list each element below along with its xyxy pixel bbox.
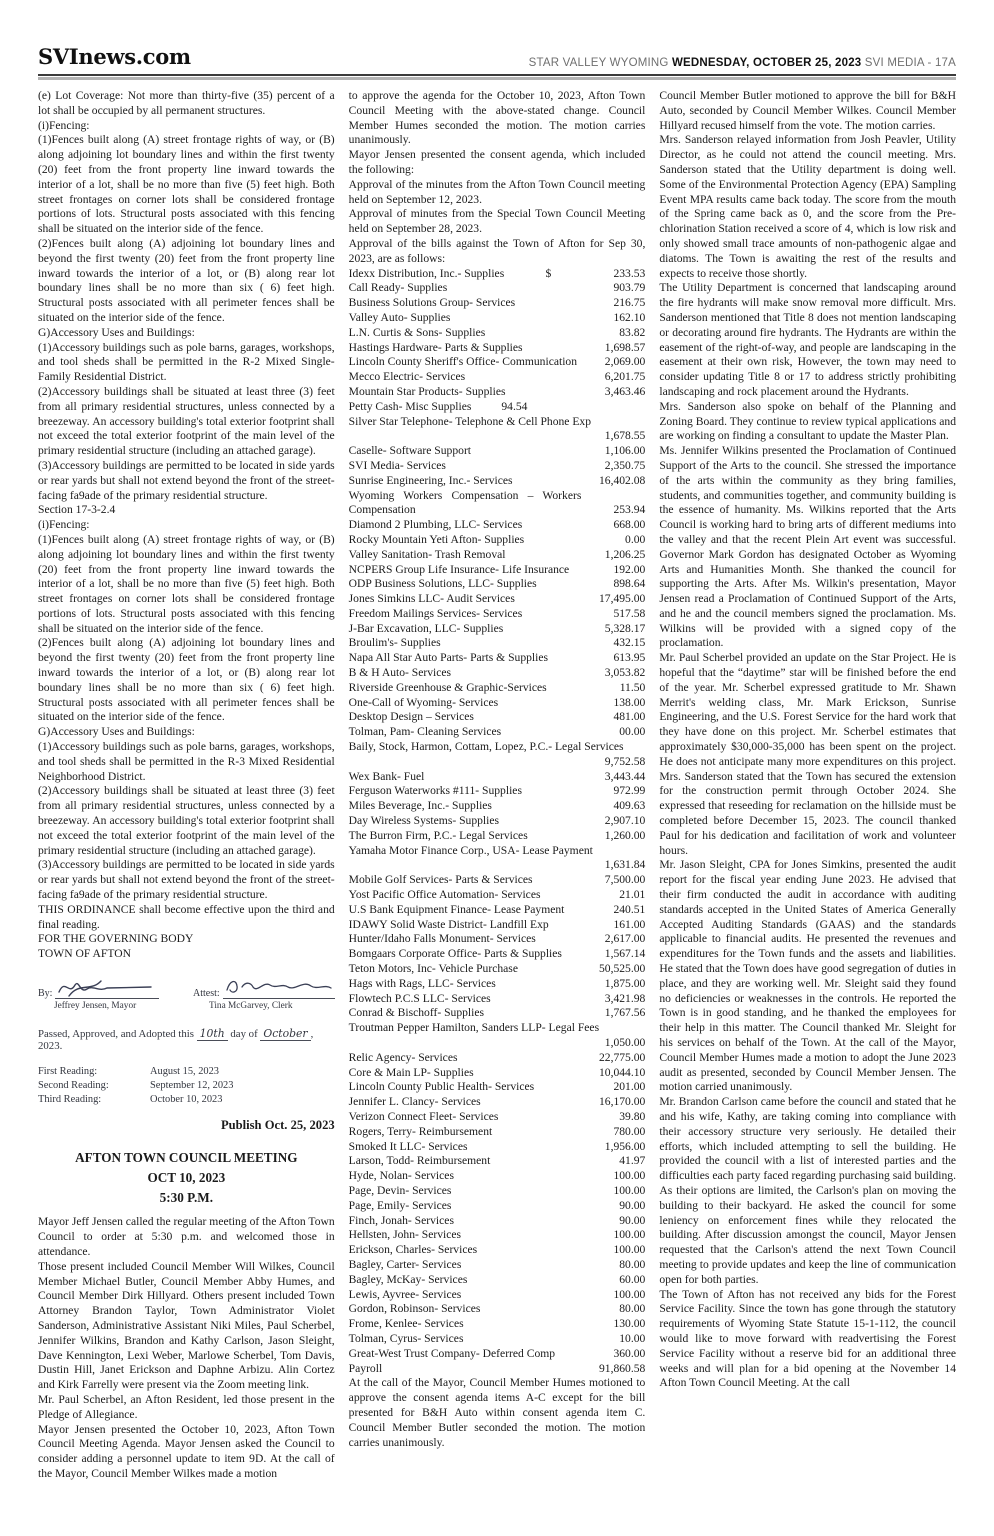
bill-row [349, 1302, 646, 1317]
bill-row [349, 770, 646, 785]
bill-row [349, 903, 646, 918]
bill-payee: Caselle- Software Support [348, 444, 472, 458]
bill-amount: 360.00 [613, 1346, 646, 1360]
bill-payee: Yamaha Motor Finance Corp., USA- Lease Payment [348, 843, 593, 857]
ordinance-paragraph: THIS ORDINANCE shall become effective upon the third and final reading. [38, 902, 335, 931]
reading-label: First Reading: [38, 1066, 98, 1078]
ordinance-paragraph: G)Accessory Uses and Buildings: [38, 725, 195, 739]
bill-payee: Ferguson Waterworks #111- Supplies [348, 784, 522, 798]
bill-row [349, 592, 646, 607]
bill-payee: Page, Devin- Services [348, 1183, 452, 1197]
minutes-paragraph: Mrs. Sanderson also spoke on behalf of the Planning and Zoning Board. They continue to review typical applications and are working on finding a consultant to update the Master Plan. [659, 399, 957, 443]
bill-amount: 80.00 [619, 1257, 646, 1271]
bill-row [349, 444, 646, 459]
bill-row [349, 1347, 646, 1362]
bill-row [349, 666, 646, 681]
ordinance-paragraph: (1)Fences built along (A) street frontage rights of way, or (B) along adjoining lot boundary lines and within the first twenty (20) feet from the front property line inward towards the interior of a lot, shall be no more than five (5) feet high. Both street frontages on corner lots shall be considered frontage portions of lots. Structural posts associated with this fencing shall be situated on the interior side of the fence. [38, 133, 335, 236]
bill-amount: 21.01 [619, 888, 646, 902]
bill-payee: J-Bar Excavation, LLC- Supplies [348, 621, 504, 635]
bill-row [349, 474, 646, 489]
meeting-minutes-text [38, 1215, 335, 1481]
bill-amount: 2,350.75 [604, 458, 646, 472]
reading-row [38, 1093, 335, 1107]
clerk-caption: Tina McGarvey, Clerk [209, 1001, 293, 1012]
bill-amount: 60.00 [619, 1272, 646, 1286]
bill-row [349, 1362, 646, 1377]
bill-payee: Hunter/Idaho Falls Monument- Services [348, 932, 536, 946]
bill-payee: Baily, Stock, Harmon, Cottam, Lopez, P.C.- Legal Services [348, 740, 624, 754]
bill-row [349, 548, 646, 563]
columns [38, 89, 956, 1482]
bill-row [349, 918, 646, 933]
bill-row [349, 799, 646, 814]
bill-row [349, 814, 646, 829]
consent-motion-text [349, 1376, 646, 1450]
reading-row [38, 1079, 335, 1093]
bill-payee: Mobile Golf Services- Parts & Services [348, 873, 533, 887]
bill-payee: Napa All Star Auto Parts- Parts & Supplies [348, 651, 549, 665]
bill-amount: 130.00 [613, 1317, 646, 1331]
bill-payee: Teton Motors, Inc- Vehicle Purchase [348, 962, 518, 976]
adoption-prefix: Passed, Approved, and Adopted this [38, 1028, 194, 1041]
bill-row [349, 622, 646, 637]
adoption-month-handwritten: October [260, 1027, 310, 1041]
bill-payee: L.N. Curtis & Sons- Supplies [348, 325, 486, 339]
bill-row [349, 1140, 646, 1155]
bill-payee: Broulim's- Supplies [348, 636, 441, 650]
bill-row [349, 1080, 646, 1095]
ordinance-paragraph: (1)Fences built along (A) street frontage rights of way, or (B) along adjoining lot boundary lines and within the first twenty (20) feet from the front property line inward towards the interior of a lot, shall be no more than five (5) feet high. Both street frontages on corner lots shall be considered frontage portions of lots. Structural posts associated with this fencing shall be situated on the interior side of the fence. [38, 532, 335, 635]
adoption-day-handwritten: 10th [197, 1027, 228, 1041]
bill-row [349, 1199, 646, 1214]
bill-row [349, 518, 646, 533]
bill-payee: Hastings Hardware- Parts & Supplies [348, 340, 523, 354]
bill-payee: Lewis, Ayvree- Services [348, 1287, 462, 1301]
bill-amount: 240.51 [613, 902, 646, 916]
bill-amount: 39.80 [619, 1109, 646, 1123]
bill-row [349, 341, 646, 356]
minutes-paragraph: Mr. Jason Sleight, CPA for Jones Simkins, presented the audit report for the fiscal year ending June 2023. He advised that their firm conducted the audit in accordance with auditing standards accepted in the United States of America Generally Accepted Auditing Standards (GAAS) and the standards applicable to financial audits. He presented the revenues and expenditures for the Town funds and the assets and liabilities. He stated that the Town does have good segregation of duties in place, and they are working well. Mr. Sleight said they found no deficiencies or weaknesses in the controls. He reported the Town is in good standing, and he thanked the employees for their help in this matter. The Council thanked Mr. Sleight for his services on behalf of the Town. At the call of the Mayor, Council Member Humes made a motion to adopt the June 2023 audit as presented, seconded by Council Member Jensen. The motion carried unanimously. [659, 858, 957, 1094]
meeting-date: OCT 10, 2023 [147, 1170, 226, 1186]
attest-label: Attest: [193, 988, 220, 1000]
bill-row [349, 1051, 646, 1066]
bill-payee: Call Ready- Supplies [348, 281, 448, 295]
minutes-paragraph: Mr. Brandon Carlson came before the council and stated that he and his wife, Kathy, are taking coming into compliance with their accessory structure very seriously. He detailed their efforts, which included attempting to sell the building. He provided the council with a list of interested parties and the difficulties each party faced regarding purchasing said building. As their options are limited, the Carlson's plan on moving the building to their backyard. He asked the council for some leniency on enforcement fines while they relocated the building. After discussion amongst the council, Mayor Jensen requested that the Carlson's attend the next Town Council meeting to provide updates and keep the line of communication open for both parties. [659, 1095, 957, 1286]
ordinance-paragraph: (i)Fencing: [38, 518, 90, 532]
minutes-paragraph: Approval of the bills against the Town of Afton for Sep 30, 2023, are as follows: [348, 236, 646, 265]
bill-payee: Jones Simkins LLC- Audit Services [348, 592, 515, 606]
minutes-paragraph: Mr. Paul Scherbel provided an update on the Star Project. He is hopeful that the “daytime” star will be finished before the end of the year. Mr. Scherbel expressed gratitude to Mr. Shawn Merrit's welding class, Mr. Mark Erickson, Sunrise Engineering, and the U.S. Forest Service for the hard work that they have done on this project. Mr. Scherbel estimates that approximately $30,000-35,000 has been spent on the project. He does not anticipate many more expenditures on this project. Mrs. Sanderson stated that the Town has secured the extension for the construction permit through October 2024. She expressed that reseeding for reclamation on the hillside must be completed before December 15, 2023. The council thanked Paul for his dedication and facilitation of work and volunteer hours. [659, 651, 957, 857]
bill-payee: Hags with Rags, LLC- Services [348, 976, 496, 990]
bill-row [349, 784, 646, 799]
bill-row [349, 1169, 646, 1184]
bill-row [349, 962, 646, 977]
bill-row [349, 1214, 646, 1229]
bill-row [349, 888, 646, 903]
bill-payee: Lincoln County Sheriff's Office- Communication [348, 355, 578, 369]
bill-amount: 1,698.57 [604, 340, 646, 354]
header-date: WEDNESDAY, OCTOBER 25, 2023 [671, 57, 862, 69]
bill-payee: Riverside Greenhouse & Graphic-Services [348, 680, 547, 694]
bill-row [349, 651, 646, 666]
bill-payee: Relic Agency- Services [348, 1050, 458, 1064]
bill-amount: 668.00 [613, 518, 646, 532]
bill-amount: 0.00 [625, 532, 646, 546]
bill-payee: Flowtech P.C.S LLC- Services [348, 991, 491, 1005]
bill-amount: 192.00 [613, 562, 646, 576]
bill-row [349, 459, 646, 474]
bill-amount: 517.58 [613, 606, 646, 620]
bill-row [349, 415, 646, 445]
bill-payee: Sunrise Engineering, Inc.- Services [348, 473, 513, 487]
bill-payee: Erickson, Charles- Services [348, 1243, 478, 1257]
minutes-paragraph: Council Member Butler motioned to approve the bill for B&H Auto, seconded by Council Member Wilkes. Council Member Hillyard recused himself from the vote. The motion carries. [659, 89, 957, 132]
minutes-paragraph: Mr. Paul Scherbel, an Afton Resident, led those present in the Pledge of Allegiance. [38, 1392, 335, 1421]
bill-payee: NCPERS Group Life Insurance- Life Insurance [348, 562, 570, 576]
header-rule-dark [38, 74, 956, 76]
consent-agenda-text [349, 89, 646, 267]
readings-list [38, 1065, 335, 1106]
bills-list [349, 267, 646, 1377]
bill-amount: 90.00 [619, 1213, 646, 1227]
bill-payee: Verizon Connect Fleet- Services [348, 1109, 499, 1123]
bill-payee: ODP Business Solutions, LLC- Supplies [348, 577, 537, 591]
bill-amount: 83.82 [619, 325, 646, 339]
bill-row [349, 1273, 646, 1288]
bill-row [349, 1184, 646, 1199]
by-label: By: [38, 988, 53, 1000]
bill-row [349, 636, 646, 651]
ordinance-paragraph: (e) Lot Coverage: Not more than thirty-five (35) percent of a lot shall be occupied by all permanent structures. [38, 89, 335, 117]
ordinance-paragraph: (2)Accessory buildings shall be situated at least three (3) feet from all primary residential structures, unless connected by a breezeway. An accessory building's total exterior footprint shall not exceed the total exterior footprint of the main level of the primary residential structure (including an attached garage). [38, 784, 335, 857]
bill-amount: 481.00 [613, 710, 646, 724]
bill-payee: Jennifer L. Clancy- Services [348, 1095, 481, 1109]
bill-row [349, 1021, 646, 1051]
reading-row [38, 1065, 335, 1079]
minutes-paragraph: Approval of minutes from the Special Town Council Meeting held on September 28, 2023. [348, 207, 646, 236]
mayor-signature [38, 976, 159, 1011]
bill-payee: Day Wireless Systems- Supplies [348, 814, 500, 828]
bill-row [349, 681, 646, 696]
bill-payee: Business Solutions Group- Services [348, 296, 516, 310]
adoption-suffix: , 2023. [38, 1028, 314, 1053]
bill-payee: Yost Pacific Office Automation- Services [348, 888, 541, 902]
council-business-text [659, 89, 956, 1391]
meeting-heading [38, 1148, 335, 1208]
bill-amount: 1,678.55 [604, 429, 646, 443]
bill-amount: 100.00 [613, 1183, 646, 1197]
bill-amount: 1,631.84 [604, 858, 646, 872]
bill-amount: 94.54 [501, 399, 528, 413]
mayor-signature-image [55, 976, 159, 999]
bill-amount: 100.00 [613, 1243, 646, 1257]
bill-row [349, 1317, 646, 1332]
bill-amount: 138.00 [613, 695, 646, 709]
minutes-paragraph: to approve the agenda for the October 10, 2023, Afton Town Council Meeting with the above-stated change. Council Member Humes seconded the motion. The motion carries unanimously. [348, 89, 646, 147]
bill-amount: 41.97 [619, 1154, 646, 1168]
bill-amount: 5,328.17 [604, 621, 646, 635]
bill-payee: Tolman, Cyrus- Services [348, 1331, 464, 1345]
bill-payee: Idexx Distribution, Inc.- Supplies [348, 266, 505, 280]
publish-date: Publish Oct. 25, 2023 [220, 1118, 335, 1133]
bill-row [349, 1125, 646, 1140]
bill-amount: 1,206.25 [604, 547, 646, 561]
bill-payee: SVI Media- Services [348, 458, 446, 472]
bill-payee: Silver Star Telephone- Telephone & Cell Phone Exp [348, 414, 592, 428]
bill-amount: 50,525.00 [598, 962, 646, 976]
reading-value: August 15, 2023 [150, 1066, 219, 1078]
bill-amount: 1,050.00 [604, 1036, 646, 1049]
bill-amount: 898.64 [613, 577, 646, 591]
bill-amount: 233.53 [613, 266, 646, 280]
ordinance-paragraph: (2)Fences built along (A) adjoining lot boundary lines and beyond the first twenty (20) feet from the front property line inward towards the interior of a lot, or (B) along rear lot boundary lines shall be no more than six ( 6) feet high. Structural posts associated with all perimeter fences shall be situated on the interior side of the fence. [38, 236, 335, 324]
bill-row [349, 326, 646, 341]
bill-row [349, 1154, 646, 1169]
bill-amount: 3,443.44 [604, 769, 646, 783]
minutes-paragraph: The Utility Department is concerned that landscaping around the fire hydrants will make snow removal more difficult. Mrs. Sanderson mentioned that Title 8 does not mention landscaping or decorating around fire hydrants. The Hydrants are within the easement of the right-of-way, and people are landscaping in the easement at their own risk, However, the town may need to consider updating Title 8 or 17 to address strictly prohibiting landscaping and rock placement around the Hydrants. [659, 281, 957, 398]
bill-amount: 00.00 [619, 725, 646, 739]
bill-row [349, 1228, 646, 1243]
bill-amount: 1,567.14 [604, 947, 646, 961]
bill-amount: 80.00 [619, 1302, 646, 1316]
bill-amount: 6,201.75 [604, 370, 646, 384]
signature-block [38, 976, 335, 1011]
ordinance-paragraph: (3)Accessory buildings are permitted to be located in side yards or rear yards but shall not extend beyond the front of the street-facing fa9ade of the primary residential structure. [38, 858, 335, 902]
bill-payee: Valley Auto- Supplies [348, 310, 451, 324]
bill-amount: 100.00 [613, 1228, 646, 1242]
adoption-line [38, 1027, 335, 1052]
bill-payee: Payroll [348, 1361, 383, 1375]
bill-payee: IDAWY Solid Waste District- Landfill Exp [348, 917, 549, 931]
bill-amount: 1,260.00 [604, 828, 646, 842]
bill-row [349, 829, 646, 844]
bill-payee: Hellsten, John- Services [348, 1228, 462, 1242]
bill-amount: 16,402.08 [598, 473, 646, 487]
bill-amount: 613.95 [613, 651, 646, 665]
bill-row [349, 296, 646, 311]
bill-amount: 972.99 [613, 784, 646, 798]
bill-amount: 2,069.00 [604, 355, 646, 369]
bill-payee: Bomgaars Corporate Office- Parts & Supplies [348, 947, 562, 961]
bill-amount: 903.79 [613, 281, 646, 295]
ordinance-paragraph: Section 17-3-2.4 [38, 503, 116, 517]
bill-amount: 1,875.00 [604, 976, 646, 990]
bill-payee: Frome, Kenlee- Services [348, 1317, 464, 1331]
reading-label: Third Reading: [38, 1093, 102, 1105]
bill-row [349, 1288, 646, 1303]
bill-payee: Page, Emily- Services [348, 1198, 452, 1212]
ordinance-text [38, 89, 335, 962]
bill-row [349, 977, 646, 992]
bill-row [349, 1332, 646, 1347]
minutes-paragraph: The Town of Afton has not received any bids for the Forest Service Facility. Since the town has gone through the statutory requirements of Wyoming State Statute 15-1-112, the council would like to move forward with readvertising the Forest Service Facility without a reserve bid for an additional three weeks and will plan for a bid opening at the November 14 Afton Town Council Meeting. At the call [659, 1287, 957, 1390]
bill-row [349, 267, 646, 282]
ordinance-paragraph: (1)Accessory buildings such as pole barns, garages, workshops, and tool sheds shall be permitted in the R-3 Mixed Residential Neighborhood District. [38, 740, 335, 783]
bill-row [349, 370, 646, 385]
ordinance-paragraph: FOR THE GOVERNING BODY [38, 932, 194, 946]
page-header [38, 44, 956, 74]
bill-amount: 3,463.46 [604, 384, 646, 398]
bill-amount: 409.63 [613, 799, 646, 813]
header-rule-gray [38, 77, 956, 80]
bill-payee: Core & Main LP- Supplies [348, 1065, 474, 1079]
minutes-paragraph: Those present included Council Member Will Wilkes, Council Member Michael Butler, Council Member Abby Humes, and Council Member Dirk Hillyard. Others present included Town Attorney Brandon Taylor, Town Administrator Violet Sanderson, Administrative Assistant Niki Miles, Paul Scherbel, Jennifer Wilkins, Brandon and Kathy Carlson, Jason Sleight, Dave Kennington, Lexi Weber, Marlowe Scherbel, Tom Davis, Dustin Hill, Janet Erickson and Daphne Arbizu. Alin Cortez and Kirk Farrelly were present via the Zoom meeting link. [38, 1259, 335, 1392]
minutes-paragraph: Mrs. Sanderson relayed information from Josh Peavler, Utility Director, as he could not attend the council meeting. Mrs. Sanderson stated that the Utility department is doing well. Some of the Environmental Protection Agency (EPA) Sampling Event MPA results came back today. The score from the mouth of the Spring came back as 0, and the score from the Pre-chlorination Station received a score of 4, which is low risk and only showed small trace amounts of non-pathogenic algae and diatoms. The Town is awaiting the rest of the results and expects to receive those shortly. [659, 133, 957, 280]
bill-payee: Great-West Trust Company- Deferred Comp [348, 1346, 556, 1360]
bill-payee: Lincoln County Public Health- Services [348, 1080, 535, 1094]
reading-label: Second Reading: [38, 1079, 109, 1091]
bill-payee: Petty Cash- Misc Supplies [348, 399, 472, 413]
bill-row [349, 400, 646, 415]
bill-payee: Larson, Todd- Reimbursement [348, 1154, 491, 1168]
bill-row [349, 710, 646, 725]
bill-payee: B & H Auto- Services [348, 666, 452, 680]
bill-row [349, 992, 646, 1007]
bill-payee: Hyde, Nolan- Services [348, 1169, 454, 1183]
ordinance-paragraph: (2)Fences built along (A) adjoining lot boundary lines and beyond the first twenty (20) feet from the front property line inward towards the interior of a lot, or (B) along rear lot boundary lines shall be no more than six ( 6) feet high. Structural posts associated with all perimeter fences shall be situated on the interior side of the fence. [38, 636, 335, 724]
bill-amount: 90.00 [619, 1198, 646, 1212]
meeting-title: AFTON TOWN COUNCIL MEETING [75, 1150, 298, 1166]
bill-amount: 1,106.00 [604, 444, 646, 458]
minutes-paragraph: Mayor Jeff Jensen called the regular meeting of the Afton Town Council to order at 5:30 p.m. and welcomed those in attendance. [38, 1215, 335, 1258]
bill-amount: 17,495.00 [598, 592, 646, 606]
bill-payee: Conrad & Bischoff- Supplies [348, 1006, 485, 1020]
ordinance-paragraph: (2)Accessory buildings shall be situated at least three (3) feet from all primary residential structures, unless connected by a breezeway. An accessory building's total exterior footprint shall not exceed the total exterior footprint of the main level of the primary residential structure (including an attached garage). [38, 384, 335, 458]
header-dateline [529, 57, 956, 69]
bill-amount: 22,775.00 [598, 1050, 646, 1064]
bill-payee: Finch, Jonah- Services [348, 1213, 454, 1227]
bill-amount: 7,500.00 [604, 873, 646, 887]
bill-row [349, 533, 646, 548]
ordinance-paragraph: (i)Fencing: [38, 118, 90, 132]
mayor-caption: Jeffrey Jensen, Mayor [54, 1001, 137, 1012]
bill-amount: 91,860.58 [598, 1361, 646, 1375]
bill-amount: 201.00 [613, 1080, 646, 1094]
bill-amount: 11.50 [619, 680, 646, 694]
ordinance-paragraph: G)Accessory Uses and Buildings: [38, 325, 195, 339]
clerk-signature [193, 976, 335, 1011]
bill-amount: 3,053.82 [604, 666, 646, 680]
masthead: SVInews.com [38, 44, 191, 69]
clerk-signature-image [223, 976, 335, 999]
bill-payee: Rogers, Terry- Reimbursement [348, 1124, 493, 1138]
bill-payee: Rocky Mountain Yeti Afton- Supplies [348, 532, 525, 546]
bill-amount: 2,617.00 [604, 932, 646, 946]
bill-amount: 780.00 [613, 1124, 646, 1138]
column-2 [349, 89, 646, 1482]
bill-row [349, 563, 646, 578]
header-location: STAR VALLEY WYOMING [528, 57, 672, 69]
bill-amount: 161.00 [613, 917, 646, 931]
bill-row [349, 740, 646, 770]
bill-dollar-sign: $ [545, 266, 552, 280]
reading-value: September 12, 2023 [150, 1079, 234, 1091]
bill-row [349, 1110, 646, 1125]
bill-amount: 1,767.56 [604, 1006, 646, 1020]
bill-row [349, 1258, 646, 1273]
bill-amount: 10,044.10 [598, 1065, 646, 1079]
bill-payee: U.S Bank Equipment Finance- Lease Payment [348, 902, 565, 916]
bill-amount: 2,907.10 [604, 814, 646, 828]
bill-payee: Tolman, Pam- Cleaning Services [348, 725, 502, 739]
bill-row [349, 725, 646, 740]
bill-row [349, 489, 646, 519]
bill-row [349, 311, 646, 326]
bill-row [349, 696, 646, 711]
bill-payee: Troutman Pepper Hamilton, Sanders LLP- Legal Fees [348, 1021, 600, 1035]
bill-amount: 9,752.58 [604, 754, 646, 768]
bill-row [349, 1006, 646, 1021]
bill-row [349, 1243, 646, 1258]
bill-payee: Bagley, McKay- Services [348, 1272, 468, 1286]
bill-payee: One-Call of Wyoming- Services [348, 695, 499, 709]
bill-payee: Freedom Mailings Services- Services [348, 606, 523, 620]
bill-amount: 253.94 [613, 503, 646, 517]
bill-payee: Mountain Star Products- Supplies [348, 384, 506, 398]
bill-payee: The Burron Firm, P.C.- Legal Services [348, 828, 528, 842]
bill-row [349, 1095, 646, 1110]
bill-payee: Smoked It LLC- Services [348, 1139, 468, 1153]
bill-row [349, 577, 646, 592]
bill-payee: Diamond 2 Plumbing, LLC- Services [348, 518, 523, 532]
bill-row [349, 947, 646, 962]
bill-row [349, 355, 646, 370]
column-3 [659, 89, 956, 1482]
bill-payee: Wyoming Workers Compensation – Workers Compensation [348, 488, 582, 517]
bill-payee: Desktop Design – Services [348, 710, 474, 724]
bill-amount: 3,421.98 [604, 991, 646, 1005]
bill-row [349, 281, 646, 296]
bill-payee: Wex Bank- Fuel [348, 769, 425, 783]
bill-row [349, 385, 646, 400]
bill-row [349, 844, 646, 874]
bill-payee: Valley Sanitation- Trash Removal [348, 547, 506, 561]
minutes-paragraph: Approval of the minutes from the Afton Town Council meeting held on September 12, 2023. [348, 177, 646, 206]
ordinance-paragraph: TOWN OF AFTON [38, 947, 131, 961]
bill-payee: Bagley, Carter- Services [348, 1257, 462, 1271]
header-media-page: SVI MEDIA - 17A [861, 57, 956, 69]
meeting-time: 5:30 P.M. [159, 1190, 214, 1206]
bill-row [349, 932, 646, 947]
bill-amount: 216.75 [613, 296, 646, 310]
bill-row [349, 607, 646, 622]
ordinance-paragraph: (3)Accessory buildings are permitted to be located in side yards or rear yards but shall not extend beyond the front of the street-facing fa9ade of the primary residential structure. [38, 458, 335, 502]
bill-payee: Gordon, Robinson- Services [348, 1302, 481, 1316]
bill-amount: 10.00 [619, 1331, 646, 1345]
bill-payee: Miles Beverage, Inc.- Supplies [348, 799, 492, 813]
reading-value: October 10, 2023 [150, 1093, 223, 1105]
bill-amount: 100.00 [613, 1287, 646, 1301]
bill-amount: 100.00 [613, 1169, 646, 1183]
bill-amount: 16,170.00 [598, 1095, 646, 1109]
ordinance-paragraph: (1)Accessory buildings such as pole barns, garages, workshops, and tool sheds shall be permitted in the R-2 Mixed Single-Family Residential District. [38, 340, 335, 384]
bill-payee: Mecco Electric- Services [348, 370, 466, 384]
bill-row [349, 1066, 646, 1081]
minutes-paragraph: At the call of the Mayor, Council Member Humes motioned to approve the consent agenda items A-C except for the bill presented for B&H Auto within consent agenda item C. Council Member Butler seconded the motion. The motion carries unanimously. [348, 1376, 646, 1449]
minutes-paragraph: Mayor Jensen presented the October 10, 2023, Afton Town Council Meeting Agenda. Mayor Jensen asked the Council to consider adding a personnel update to item 9D. At the call of the Mayor, Council Member Wilkes made a motion [38, 1422, 335, 1480]
bill-amount: 1,956.00 [604, 1139, 646, 1153]
minutes-paragraph: Ms. Jennifer Wilkins presented the Proclamation of Continued Support of the Arts to the council. She stressed the importance of the arts within the community as they bring families, students, and communities together, and community building is the essence of humanity. Ms. Wilkins reported that the Arts Council is working hard to bring arts of different mediums into the valley and that the recent Plein Art event was successful. Governor Mark Gordon has designated October as Wyoming Arts and Humanities Month. She thanked the council for supporting the Arts. After Ms. Wilkin's presentation, Mayor Jensen read a Proclamation of Continued Support of the Arts, and he and the council members signed the proclamation. Ms. Wilkins will be provided with a signed copy of the proclamation. [659, 444, 957, 650]
minutes-paragraph: Mayor Jensen presented the consent agenda, which included the following: [348, 148, 646, 176]
bill-row [349, 873, 646, 888]
bill-amount: 162.10 [613, 310, 646, 324]
adoption-middle: day of [230, 1028, 258, 1041]
bill-amount: 432.15 [613, 636, 646, 650]
column-1 [38, 89, 335, 1482]
